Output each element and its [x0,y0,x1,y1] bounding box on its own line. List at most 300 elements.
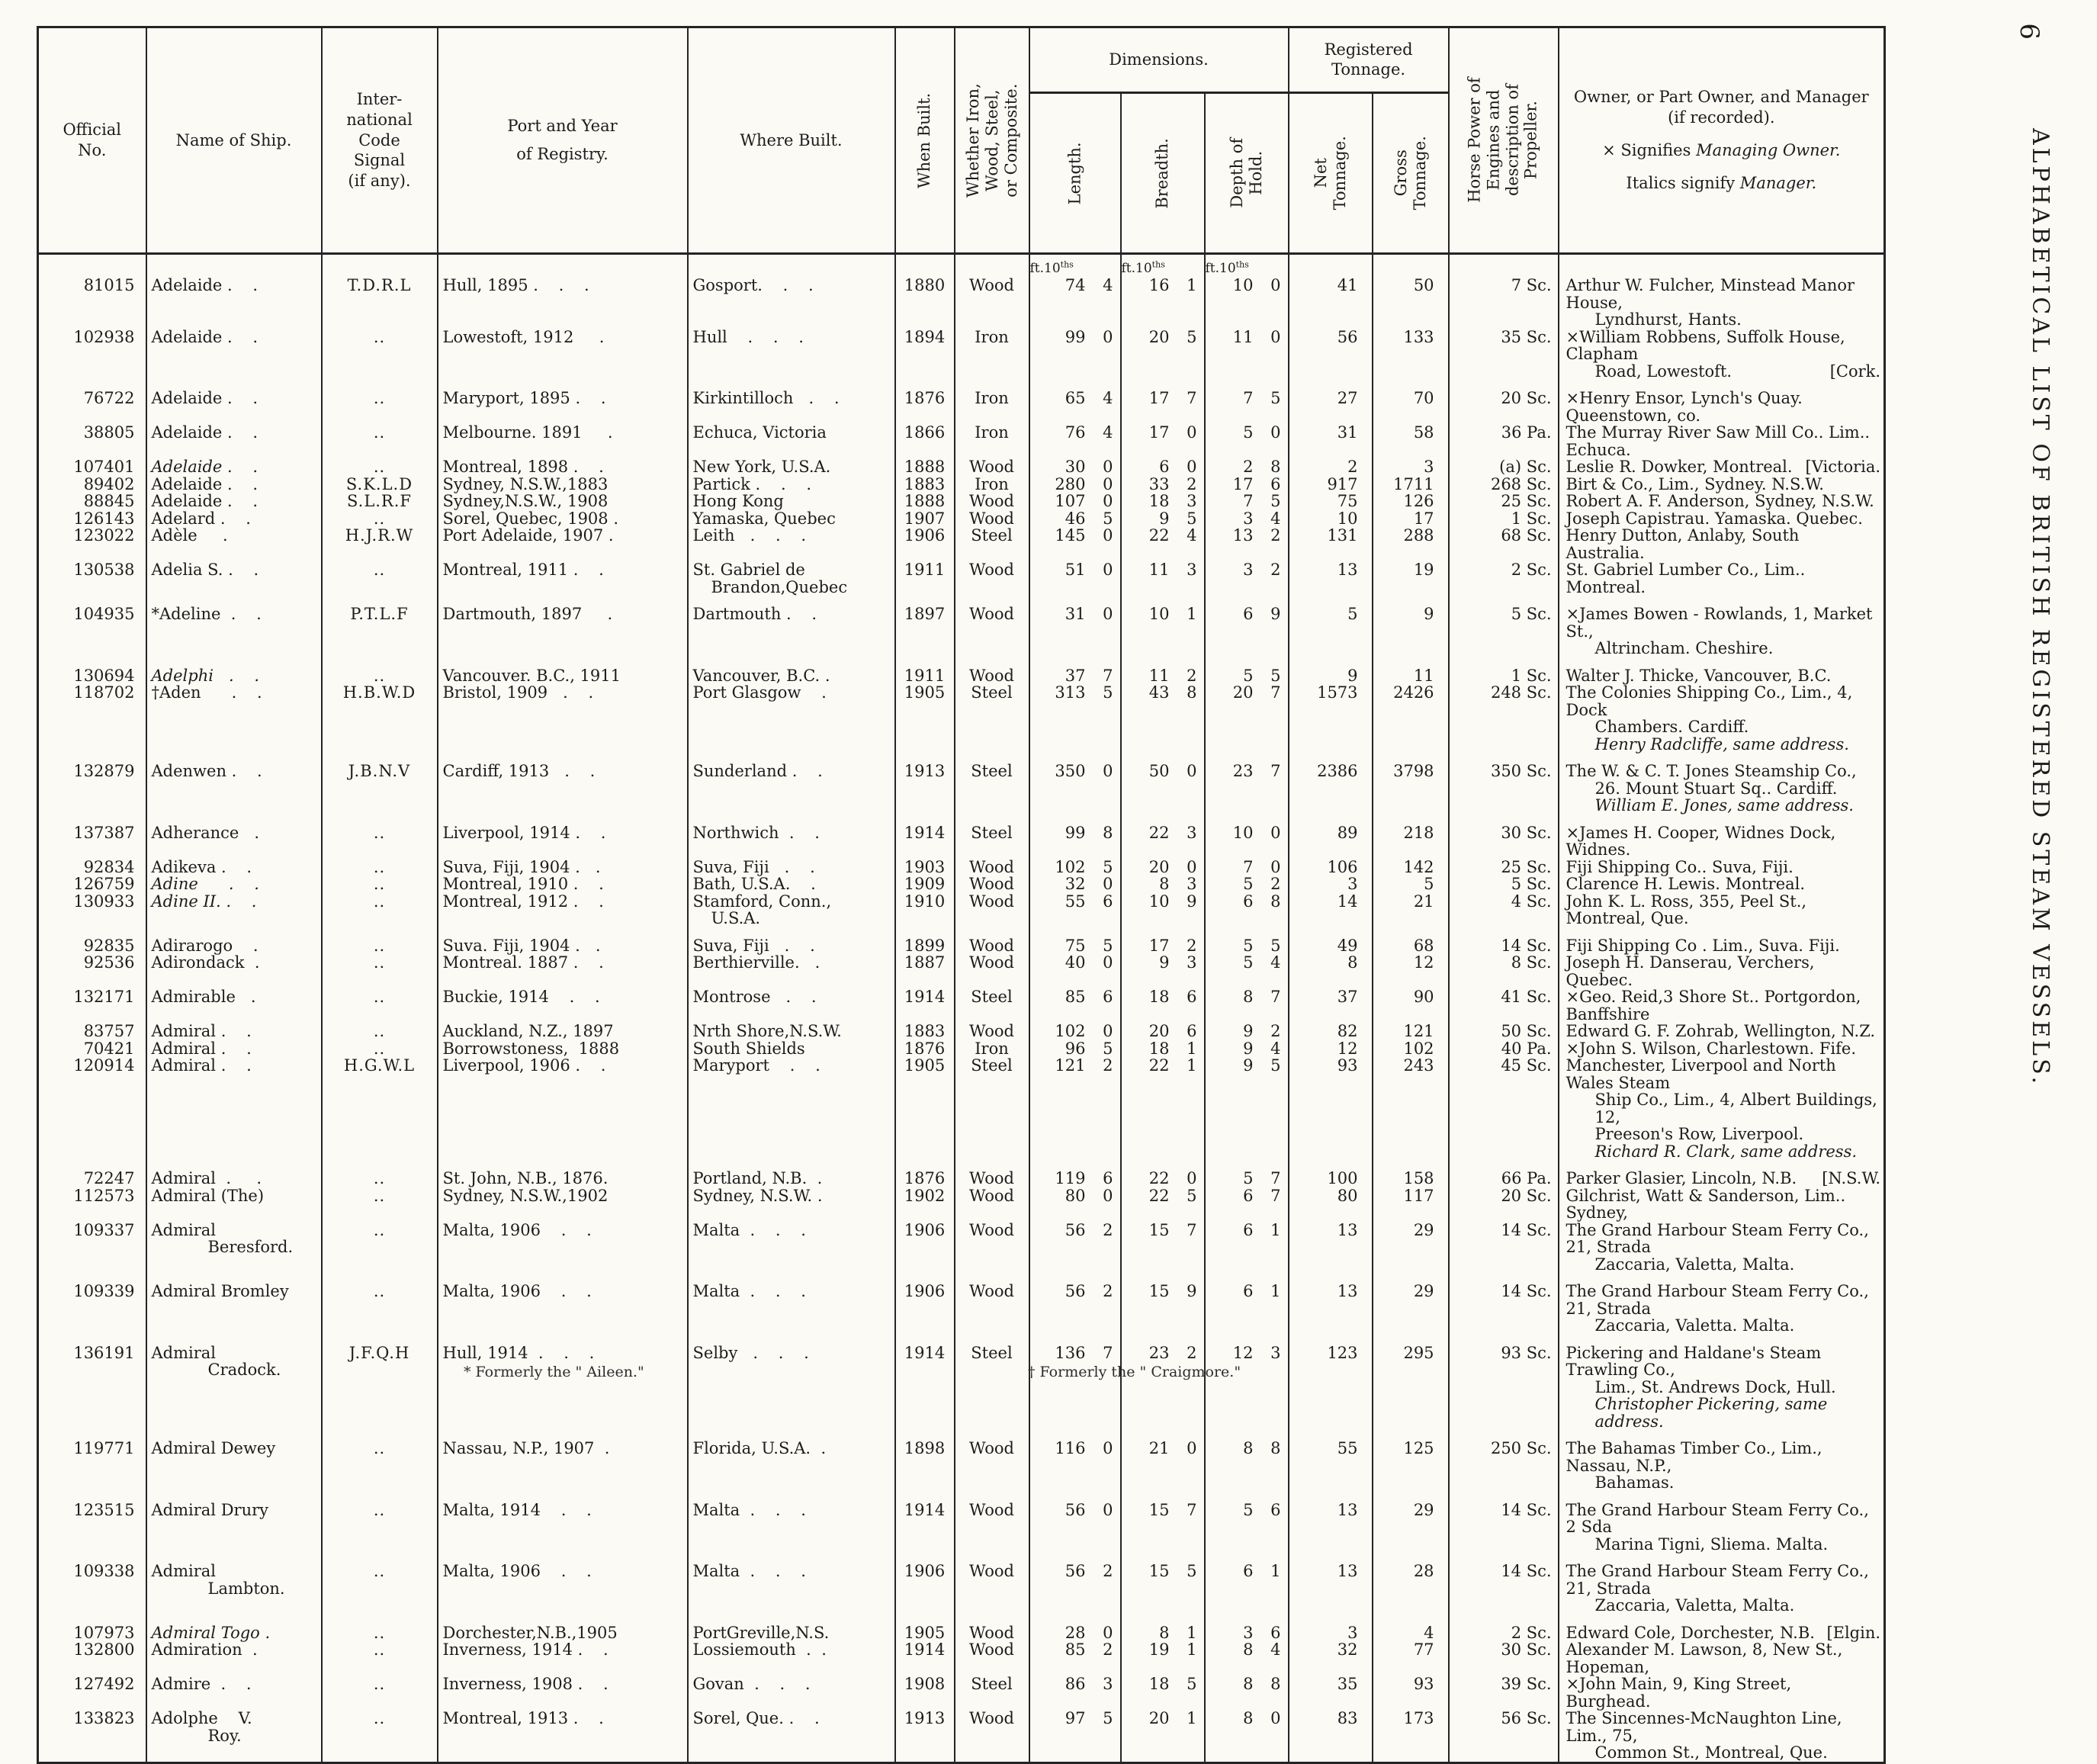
cell-gross-tonnage: 58 [1373,424,1449,458]
cell-port-registry: Hull, 1914 . . . [438,1335,688,1431]
cell-depth [1205,684,1289,753]
depth-values [1206,667,1288,685]
breadth-feet: 22 [1148,1169,1170,1188]
cell-port-registry: Montreal, 1911 . . [438,561,688,596]
cell-where-built [688,1615,895,1642]
cell-official-no: 132171 [38,988,146,1023]
breadth-tenths: 6 [1187,988,1197,1007]
cell-material: Wood [955,510,1029,528]
cell-when-built: 1894 [895,329,955,381]
ship-row [38,657,1885,685]
depth-tenths: 0 [1270,423,1281,442]
cell-port-registry: Melbourne. 1891 . [438,424,688,458]
cell-blank [1559,254,1885,278]
owner-line [1566,667,1881,685]
cell-where-built [688,815,895,859]
cell-material: Wood [955,1492,1029,1554]
depth-values [1206,1040,1288,1058]
cell-net-tonnage: 123 [1289,1335,1373,1431]
breadth-feet: 20 [1148,327,1170,346]
owner-line [1566,1502,1881,1536]
length-values [1030,561,1120,579]
cell-port-registry: Montreal. 1887 . . [438,954,688,988]
breadth-feet: 18 [1148,492,1170,511]
owner-line [1566,1126,1881,1143]
length-tenths: 0 [1103,458,1113,477]
depth-feet: 11 [1232,327,1254,346]
where-built-text: Berthierville. . [692,953,820,972]
cell-owner [1559,596,1885,657]
cell-where-built [688,527,895,561]
length-values [1030,684,1120,702]
breadth-tenths: 4 [1187,526,1197,545]
cell-breadth [1121,277,1205,329]
owner-text: The Grand Harbour Steam Ferry Co., 21, Strada [1566,1562,1869,1598]
length-tenths: 5 [1103,509,1113,528]
depth-tenths: 3 [1270,1343,1281,1362]
cell-ship-name [146,684,322,753]
cell-when-built: 1880 [895,277,955,329]
owner-line [1566,561,1881,596]
cell-breadth [1121,561,1205,596]
length-tenths: 2 [1103,1640,1113,1660]
breadth-feet: 20 [1148,1022,1170,1041]
cell-port-registry: Bristol, 1909 . . [438,684,688,753]
length-feet: 76 [1065,423,1086,442]
length-tenths: 0 [1103,474,1113,493]
cell-depth [1205,1057,1289,1160]
cell-gross-tonnage: 133 [1373,329,1449,381]
cell-length [1029,1040,1121,1058]
owner-line [1566,1283,1881,1317]
cell-port-registry: Port Adelaide, 1907 . [438,527,688,561]
cell-blank [1373,254,1449,278]
cell-where-built [688,954,895,988]
ship-row [38,1160,1885,1187]
breadth-feet: 16 [1148,276,1170,295]
page-number: 6 [2014,23,2045,40]
ship-row [38,476,1885,493]
cell-ship-name [146,859,322,876]
breadth-feet: 15 [1148,1500,1170,1519]
cell-horse-power: 1 Sc. [1449,510,1559,528]
cell-official-no: 104935 [38,596,146,657]
cell-horse-power: 2 Sc. [1449,561,1559,596]
cell-port-registry: Sydney, N.S.W.,1883 [438,476,688,493]
ship-name-text: Adelaide . . [151,389,259,408]
where-built-text: Port Glasgow . [692,683,827,702]
cell-when-built: 1913 [895,753,955,815]
breadth-tenths: 3 [1187,492,1197,511]
cell-horse-power: 40 Pa. [1449,1040,1559,1058]
depth-feet: 12 [1232,1343,1254,1362]
owner-text: ×Geo. Reid,3 Shore St.. Portgordon, Banffshire [1566,988,1861,1023]
ship-row [38,493,1885,510]
cell-breadth [1121,1023,1205,1040]
cell-official-no: 130694 [38,657,146,685]
cell-net-tonnage: 3 [1289,1615,1373,1642]
owner-line [1566,1345,1881,1379]
cell-material: Steel [955,684,1029,753]
breadth-feet: 17 [1148,389,1170,408]
ship-name-text: Admiral . . [151,1039,252,1058]
cell-owner [1559,657,1885,685]
cell-length [1029,876,1121,893]
length-tenths: 0 [1103,492,1113,511]
cell-horse-power: 14 Sc. [1449,927,1559,955]
cell-code-signal: .. [322,1676,438,1710]
ship-row [38,424,1885,458]
cell-when-built: 1876 [895,380,955,424]
cell-horse-power: 30 Sc. [1449,815,1559,859]
cell-port-registry: Suva. Fiji, 1904 . . [438,927,688,955]
cell-port-registry: Dorchester,N.B.,1905 [438,1615,688,1642]
owner-line [1566,329,1881,363]
owner-text: Richard R. Clark, same address. [1594,1142,1858,1161]
col-header-horse-power: Horse Power of Engines and description of Propeller. [1449,27,1559,254]
cell-owner [1559,1615,1885,1642]
owner-text: The Grand Harbour Steam Ferry Co., 21, Strada [1566,1220,1869,1257]
cell-official-no: 89402 [38,476,146,493]
cell-ship-name [146,277,322,329]
cell-length [1029,277,1121,329]
cell-depth [1205,1615,1289,1642]
ship-row [38,1676,1885,1710]
depth-values [1206,859,1288,876]
owner-line [1566,1040,1881,1058]
owner-line [1566,780,1881,798]
footnote-craigmore: † Formerly the " Craigmore." [1028,1364,1241,1380]
depth-tenths: 5 [1270,389,1281,408]
depth-feet: 7 [1243,389,1254,408]
ship-name-text: Adelaide . . [151,276,259,295]
cell-material: Wood [955,1222,1029,1274]
where-built-text: Maryport . . [692,1056,820,1075]
owner-text: The Sincennes-McNaughton Line, Lim., 75, [1566,1709,1842,1745]
cell-net-tonnage: 131 [1289,527,1373,561]
breadth-feet: 33 [1148,474,1170,493]
cell-horse-power: 248 Sc. [1449,684,1559,753]
length-values [1030,606,1120,623]
cell-port-registry: Montreal, 1912 . . [438,893,688,927]
cell-gross-tonnage: 50 [1373,277,1449,329]
ship-row [38,988,1885,1023]
breadth-tenths: 9 [1187,892,1197,911]
owner-line [1566,277,1881,311]
cell-depth [1205,1335,1289,1431]
cell-owner [1559,277,1885,329]
breadth-values [1122,1710,1204,1727]
cell-horse-power: 36 Pa. [1449,424,1559,458]
group-header-registered-tonnage: Registered Tonnage. [1289,27,1449,93]
depth-values [1206,763,1288,780]
length-feet: 116 [1055,1439,1086,1458]
unit-text: $ft.10^{ths}$ [1121,259,1165,276]
depth-values [1206,476,1288,493]
unit-label-length [1029,254,1121,278]
ship-name-text: Admiral Togo . [151,1623,271,1642]
cell-depth [1205,1492,1289,1554]
cell-port-registry: Inverness, 1908 . . [438,1676,688,1710]
breadth-feet: 20 [1148,857,1170,876]
cell-official-no: 92834 [38,859,146,876]
cell-depth [1205,596,1289,657]
ship-name-line2: Lambton. [207,1579,285,1598]
cell-where-built [688,927,895,955]
length-feet: 32 [1065,875,1086,894]
cell-breadth [1121,493,1205,510]
owner-text: Pickering and Haldane's Steam Trawling Co., [1566,1343,1822,1380]
ship-row [38,1057,1885,1160]
cell-official-no: 127492 [38,1676,146,1710]
owner-text: Manchester, Liverpool and North Wales Steam [1566,1056,1836,1092]
cell-gross-tonnage: 1711 [1373,476,1449,493]
breadth-values [1122,527,1204,545]
cell-owner [1559,954,1885,988]
owner-text: Preeson's Row, Liverpool. [1594,1125,1804,1144]
cell-where-built [688,1641,895,1676]
cell-net-tonnage: 12 [1289,1040,1373,1058]
ship-row [38,927,1885,955]
breadth-feet: 18 [1148,1675,1170,1694]
breadth-values [1122,1222,1204,1239]
length-feet: 37 [1065,666,1086,685]
cell-horse-power: 66 Pa. [1449,1160,1559,1187]
cell-owner [1559,493,1885,510]
cell-net-tonnage: 32 [1289,1641,1373,1676]
depth-values [1206,458,1288,476]
where-built-text: Suva, Fiji . . [692,857,815,876]
ship-row [38,329,1885,381]
length-tenths: 6 [1103,988,1113,1007]
ship-row [38,815,1885,859]
cell-where-built [688,1040,895,1058]
ship-row [38,1492,1885,1554]
cell-breadth [1121,380,1205,424]
owner-text: Joseph H. Danserau, Verchers, Quebec. [1566,953,1815,989]
depth-values [1206,876,1288,893]
cell-gross-tonnage: 126 [1373,493,1449,510]
cell-ship-name [146,1676,322,1710]
owner-line [1566,824,1881,859]
depth-feet: 5 [1243,1500,1254,1519]
depth-tenths: 7 [1270,1186,1281,1205]
ship-row [38,876,1885,893]
cell-when-built: 1911 [895,561,955,596]
where-built-text: South Shields [692,1039,805,1058]
owner-line [1566,1023,1881,1040]
cell-code-signal: .. [322,988,438,1023]
cell-code-signal: .. [322,510,438,528]
cell-depth [1205,927,1289,955]
cell-depth [1205,988,1289,1023]
ship-row [38,561,1885,596]
ship-name-text: Adelia S. . . [151,561,259,580]
depth-tenths: 8 [1270,458,1281,477]
cell-length [1029,1023,1121,1040]
breadth-values [1122,277,1204,294]
cell-ship-name [146,329,322,381]
owner-text: Fiji Shipping Co.. Suva, Fiji. [1566,857,1794,876]
cell-official-no: 109339 [38,1273,146,1335]
depth-tenths: 5 [1270,936,1281,955]
ship-row [38,510,1885,528]
cell-horse-power: 4 Sc. [1449,893,1559,927]
cell-owner [1559,458,1885,476]
cell-gross-tonnage: 21 [1373,893,1449,927]
length-tenths: 6 [1103,892,1113,911]
col-header-depth: Depth of Hold. [1205,93,1289,254]
length-tenths: 5 [1103,683,1113,702]
cell-material: Wood [955,1641,1029,1676]
where-built-text: Malta . . . [692,1500,806,1519]
ship-name-text: Admiral Drury [151,1500,268,1519]
where-built-text: Gosport. . . [692,276,814,295]
length-values [1030,954,1120,972]
cell-length [1029,1492,1121,1554]
cell-when-built: 1866 [895,424,955,458]
col-header-net-tonnage: Net Tonnage. [1289,93,1373,254]
length-tenths: 0 [1103,1500,1113,1519]
where-built-text: New York, U.S.A. [692,458,831,477]
ship-name-text: Adèle . [151,526,228,545]
breadth-tenths: 2 [1187,666,1197,685]
cell-gross-tonnage: 12 [1373,954,1449,988]
cell-gross-tonnage: 29 [1373,1492,1449,1554]
breadth-feet: 10 [1148,892,1170,911]
cell-ship-name [146,1040,322,1058]
cell-material: Iron [955,424,1029,458]
owner-line [1566,684,1881,718]
length-values [1030,937,1120,955]
depth-feet: 7 [1243,857,1254,876]
length-values [1030,988,1120,1006]
col-header-when-built: When Built. [895,27,955,254]
owner-text: ×James Bowen - Rowlands, 1, Market St., [1566,605,1873,641]
col-header-breadth: Breadth. [1121,93,1205,254]
depth-tenths: 1 [1270,1562,1281,1581]
cell-when-built: 1914 [895,1335,955,1431]
owner-text: Henry Dutton, Anlaby, South Australia. [1566,526,1800,562]
owner-line [1566,1597,1881,1615]
cell-official-no: 136191 [38,1335,146,1431]
cell-horse-power: 39 Sc. [1449,1676,1559,1710]
cell-depth [1205,1430,1289,1492]
ship-name-text: Admiral [151,1220,217,1239]
length-tenths: 0 [1103,1623,1113,1642]
cell-code-signal: .. [322,954,438,988]
breadth-feet: 8 [1159,1623,1170,1642]
cell-official-no: 102938 [38,329,146,381]
ship-row [38,859,1885,876]
owner-text: William E. Jones, same address. [1594,796,1854,815]
cell-breadth [1121,876,1205,893]
cell-port-registry: Vancouver. B.C., 1911 [438,657,688,685]
cell-port-registry: Malta, 1906 . . [438,1222,688,1274]
cell-gross-tonnage: 173 [1373,1710,1449,1762]
breadth-feet: 11 [1148,666,1170,685]
cell-owner [1559,893,1885,927]
breadth-feet: 15 [1148,1562,1170,1581]
owner-line [1566,1624,1881,1642]
cell-ship-name [146,753,322,815]
cell-net-tonnage: 37 [1289,988,1373,1023]
cell-length [1029,424,1121,458]
breadth-values [1122,458,1204,476]
owner-text: Gilchrist, Watt & Sanderson, Lim.. Sydney, [1566,1186,1846,1223]
length-values [1030,859,1120,876]
cell-where-built [688,329,895,381]
cell-owner [1559,859,1885,876]
depth-values [1206,1641,1288,1659]
cell-net-tonnage: 41 [1289,277,1373,329]
breadth-tenths: 9 [1187,1282,1197,1301]
length-values [1030,277,1120,294]
depth-tenths: 6 [1270,1623,1281,1642]
cell-code-signal: J.B.N.V [322,753,438,815]
depth-values [1206,1023,1288,1040]
cell-gross-tonnage: 9 [1373,596,1449,657]
cell-when-built: 1914 [895,1641,955,1676]
where-built-text: Florida, U.S.A. . [692,1439,827,1458]
ship-name-text: Adine II. . . [151,892,257,911]
cell-depth [1205,1553,1289,1615]
owner-line [1566,1563,1881,1597]
ship-row [38,1187,1885,1222]
owner-line [1566,1222,1881,1256]
cell-official-no: 126143 [38,510,146,528]
cell-code-signal: T.D.R.L [322,277,438,329]
where-built-text: Lossiemouth . . [692,1640,827,1660]
cell-where-built [688,596,895,657]
cell-length [1029,1676,1121,1710]
cell-gross-tonnage: 218 [1373,815,1449,859]
cell-material: Wood [955,876,1029,893]
cell-length [1029,380,1121,424]
owner-line [1566,954,1881,988]
length-tenths: 7 [1103,666,1113,685]
where-built-line2: U.S.A. [711,909,761,928]
depth-feet: 3 [1243,1623,1254,1642]
cell-breadth [1121,1553,1205,1615]
cell-official-no: 119771 [38,1430,146,1492]
cell-official-no: 88845 [38,493,146,510]
depth-feet: 9 [1243,1039,1254,1058]
breadth-feet: 22 [1148,823,1170,842]
col-header-owner: Owner, or Part Owner, and Manager (if recorded). × Signifies Managing Owner. Italics signify Manager. [1559,27,1885,254]
depth-values [1206,390,1288,407]
cell-length [1029,1273,1121,1335]
depth-feet: 5 [1243,953,1254,972]
depth-feet: 8 [1243,1439,1254,1458]
breadth-feet: 15 [1148,1220,1170,1239]
cell-depth [1205,893,1289,927]
cell-depth [1205,1273,1289,1335]
owner-line [1566,797,1881,815]
depth-feet: 20 [1232,683,1254,702]
where-built-text: Echuca, Victoria [692,423,827,442]
breadth-feet: 17 [1148,936,1170,955]
cell-horse-power: 14 Sc. [1449,1273,1559,1335]
owner-line [1566,1057,1881,1091]
cell-horse-power: 30 Sc. [1449,1641,1559,1676]
owner-line [1566,1641,1881,1676]
cell-where-built [688,493,895,510]
depth-feet: 5 [1243,423,1254,442]
depth-tenths: 1 [1270,1282,1281,1301]
cell-when-built: 1906 [895,1222,955,1274]
cell-official-no: 92835 [38,927,146,955]
